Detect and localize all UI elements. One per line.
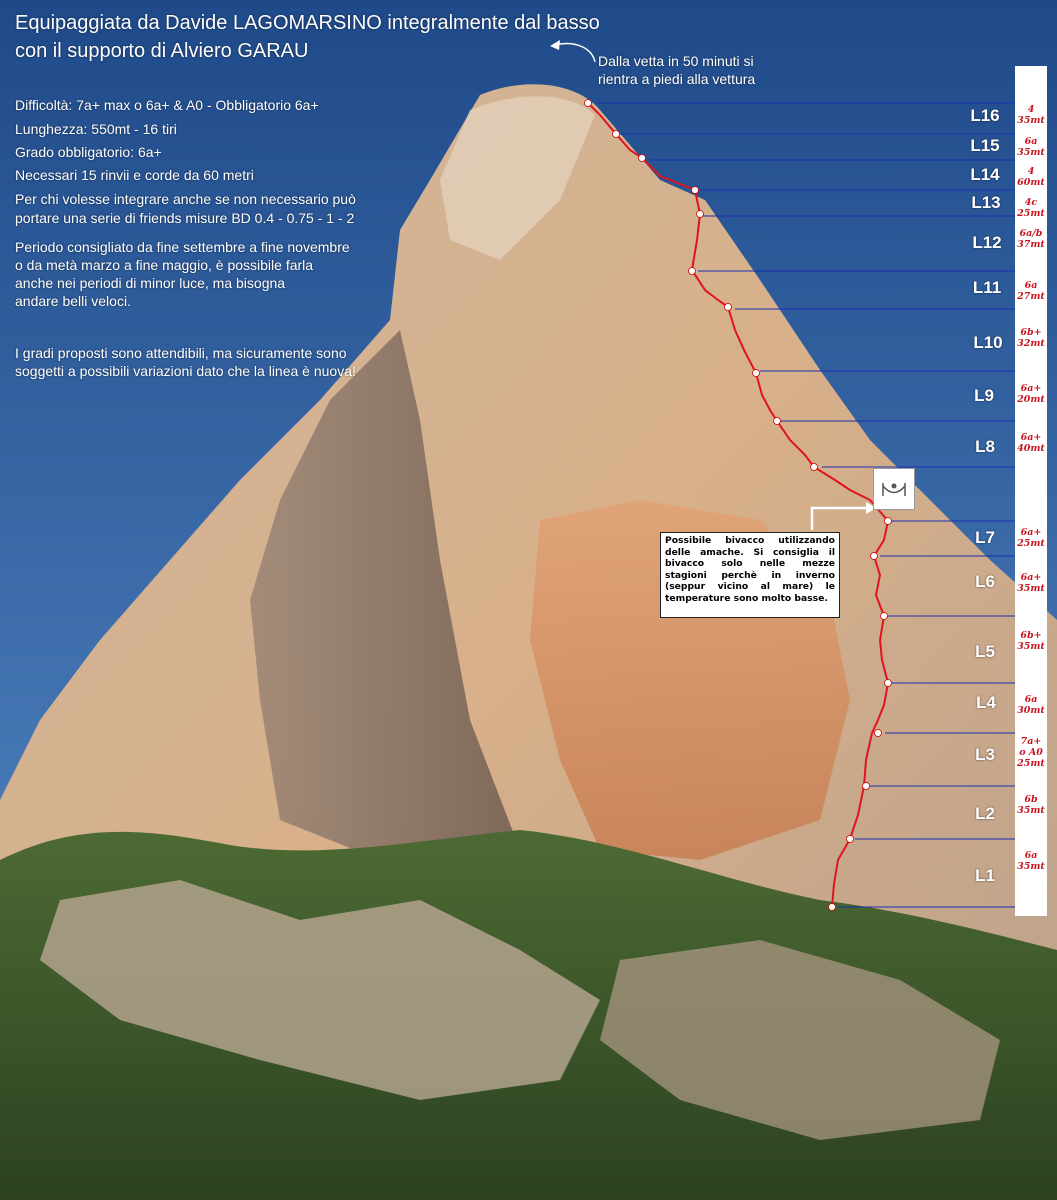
pitch-grade-value: 6a/b bbox=[1019, 228, 1043, 239]
pitch-grade-value: 6b+ bbox=[1020, 630, 1042, 641]
pitch-length: 20mt bbox=[1017, 394, 1045, 405]
pitch-label: L16 bbox=[970, 106, 1000, 125]
title-line-2: con il supporto di Alviero GARAU bbox=[15, 40, 309, 62]
pitch-length: 25mt bbox=[1017, 758, 1045, 769]
belay-anchor-icon bbox=[847, 836, 854, 843]
grades-note-line-2: soggetti a possibili variazioni dato che la linea è nuova! bbox=[15, 363, 356, 379]
pitch-grade-value: 6a bbox=[1024, 694, 1038, 705]
pitch-label: L14 bbox=[970, 165, 1000, 184]
pitch-grade-value: 6a+ bbox=[1020, 572, 1042, 583]
descent-note-line-1: Dalla vetta in 50 minuti si bbox=[598, 53, 754, 69]
descent-note-line-2: rientra a piedi alla vettura bbox=[598, 71, 756, 87]
pitch-grade bbox=[1013, 850, 1049, 872]
pitch-length: 37mt bbox=[1017, 239, 1045, 250]
belay-anchor-icon bbox=[753, 370, 760, 377]
pitch-grade bbox=[1013, 327, 1049, 349]
pitch-length: 35mt bbox=[1017, 805, 1045, 816]
pitch-length: 25mt bbox=[1017, 208, 1045, 219]
pitch-label: L10 bbox=[973, 333, 1003, 352]
pitch-grade-value: 6a bbox=[1024, 136, 1038, 147]
pitch-label: L11 bbox=[972, 278, 1002, 297]
pitch-grade bbox=[1013, 630, 1049, 652]
length-text: Lunghezza: 550mt - 16 tiri bbox=[15, 121, 177, 137]
pitch-length: 35mt bbox=[1017, 147, 1045, 158]
belay-anchor-icon bbox=[585, 100, 592, 107]
belay-anchor-icon bbox=[774, 418, 781, 425]
pitch-grade bbox=[1013, 527, 1049, 549]
gear-text: Necessari 15 rinvii e corde da 60 metri bbox=[15, 167, 254, 183]
period-text-line-2: o da metà marzo a fine maggio, è possibile farla bbox=[15, 257, 314, 273]
belay-anchor-icon bbox=[863, 783, 870, 790]
pitch-grade-value: 6a+ bbox=[1020, 527, 1042, 538]
pitch-grade-value: 4 bbox=[1027, 104, 1035, 115]
pitch-length: 32mt bbox=[1017, 338, 1045, 349]
belay-anchor-icon bbox=[885, 518, 892, 525]
pitch-grade-value: 6a bbox=[1024, 850, 1038, 861]
pitch-label: L3 bbox=[975, 745, 995, 764]
belay-anchor-icon bbox=[829, 904, 836, 911]
belay-anchor-icon bbox=[613, 131, 620, 138]
pitch-length: 35mt bbox=[1017, 583, 1045, 594]
pitch-length: 25mt bbox=[1017, 538, 1045, 549]
pitch-length: 60mt bbox=[1017, 177, 1045, 188]
belay-anchor-icon bbox=[811, 464, 818, 471]
mandatory-grade-text: Grado obbligatorio: 6a+ bbox=[15, 144, 162, 160]
pitch-length: 30mt bbox=[1017, 705, 1045, 716]
pitch-label: L13 bbox=[971, 193, 1001, 212]
pitch-grade-value: 6a bbox=[1024, 280, 1038, 291]
belay-anchor-icon bbox=[725, 304, 732, 311]
pitch-grade bbox=[1013, 104, 1049, 126]
pitch-grade bbox=[1013, 383, 1049, 405]
pitch-grade bbox=[1013, 736, 1049, 769]
pitch-grade-value: 4c bbox=[1024, 197, 1038, 208]
belay-anchor-icon bbox=[692, 187, 699, 194]
pitch-grade-value: 6b+ bbox=[1020, 327, 1042, 338]
belay-anchor-icon bbox=[881, 613, 888, 620]
pitch-grade bbox=[1013, 197, 1049, 219]
pitch-grade bbox=[1013, 228, 1049, 250]
belay-anchor-icon bbox=[871, 553, 878, 560]
pitch-label: L7 bbox=[975, 528, 995, 547]
period-text-line-1: Periodo consigliato da fine settembre a fine novembre bbox=[15, 239, 350, 255]
pitch-label: L2 bbox=[975, 804, 995, 823]
pitch-label: L4 bbox=[976, 693, 996, 712]
pitch-length: 35mt bbox=[1017, 641, 1045, 652]
pitch-grade-value: o A0 bbox=[1019, 747, 1043, 758]
belay-anchor-icon bbox=[875, 730, 882, 737]
pitch-grade bbox=[1013, 572, 1049, 594]
pitch-grade bbox=[1013, 166, 1049, 188]
pitch-length: 40mt bbox=[1017, 443, 1045, 454]
title-line-1: Equipaggiata da Davide LAGOMARSINO integralmente dal basso bbox=[15, 12, 600, 34]
pitch-label: L8 bbox=[975, 437, 995, 456]
bivouac-note: Possibile bivacco utilizzando delle amache. Si consiglia il bivacco solo nelle mezze stagioni perchè in inverno (seppur vicino al mare) le temperature sono molto basse. bbox=[660, 532, 840, 618]
pitch-grade-value: 6a+ bbox=[1020, 432, 1042, 443]
belay-anchor-icon bbox=[689, 268, 696, 275]
period-text-line-3: anche nei periodi di minor luce, ma bisogna bbox=[15, 275, 286, 291]
friends-text-line-2: portare una serie di friends misure BD 0.4 - 0.75 - 1 - 2 bbox=[15, 210, 355, 226]
pitch-grade-value: 4 bbox=[1027, 166, 1035, 177]
pitch-length: 27mt bbox=[1017, 291, 1045, 302]
pitch-grade-value: 6a+ bbox=[1020, 383, 1042, 394]
difficulty-text: Difficoltà: 7a+ max o 6a+ & A0 - Obbligatorio 6a+ bbox=[15, 97, 319, 113]
grades-note-line-1: I gradi proposti sono attendibili, ma sicuramente sono bbox=[15, 345, 347, 361]
pitch-grade-value: 7a+ bbox=[1020, 736, 1042, 747]
hammock-icon bbox=[873, 468, 915, 510]
belay-anchor-icon bbox=[639, 155, 646, 162]
pitch-label: L15 bbox=[970, 136, 1000, 155]
friends-text-line-1: Per chi volesse integrare anche se non necessario può bbox=[15, 191, 356, 207]
belay-anchor-icon bbox=[697, 211, 704, 218]
pitch-grade-value: 6b bbox=[1024, 794, 1038, 805]
pitch-length: 35mt bbox=[1017, 861, 1045, 872]
period-text-line-4: andare belli veloci. bbox=[15, 293, 131, 309]
pitch-grade bbox=[1013, 794, 1049, 816]
belay-anchor-icon bbox=[885, 680, 892, 687]
pitch-length: 35mt bbox=[1017, 115, 1045, 126]
pitch-label: L9 bbox=[974, 386, 994, 405]
pitch-grade bbox=[1013, 694, 1049, 716]
pitch-label: L5 bbox=[975, 642, 995, 661]
pitch-label: L6 bbox=[975, 572, 995, 591]
pitch-grade bbox=[1013, 280, 1049, 302]
pitch-label: L1 bbox=[975, 866, 995, 885]
pitch-label: L12 bbox=[972, 233, 1002, 252]
pitch-grade bbox=[1013, 432, 1049, 454]
pitch-grade bbox=[1013, 136, 1049, 158]
